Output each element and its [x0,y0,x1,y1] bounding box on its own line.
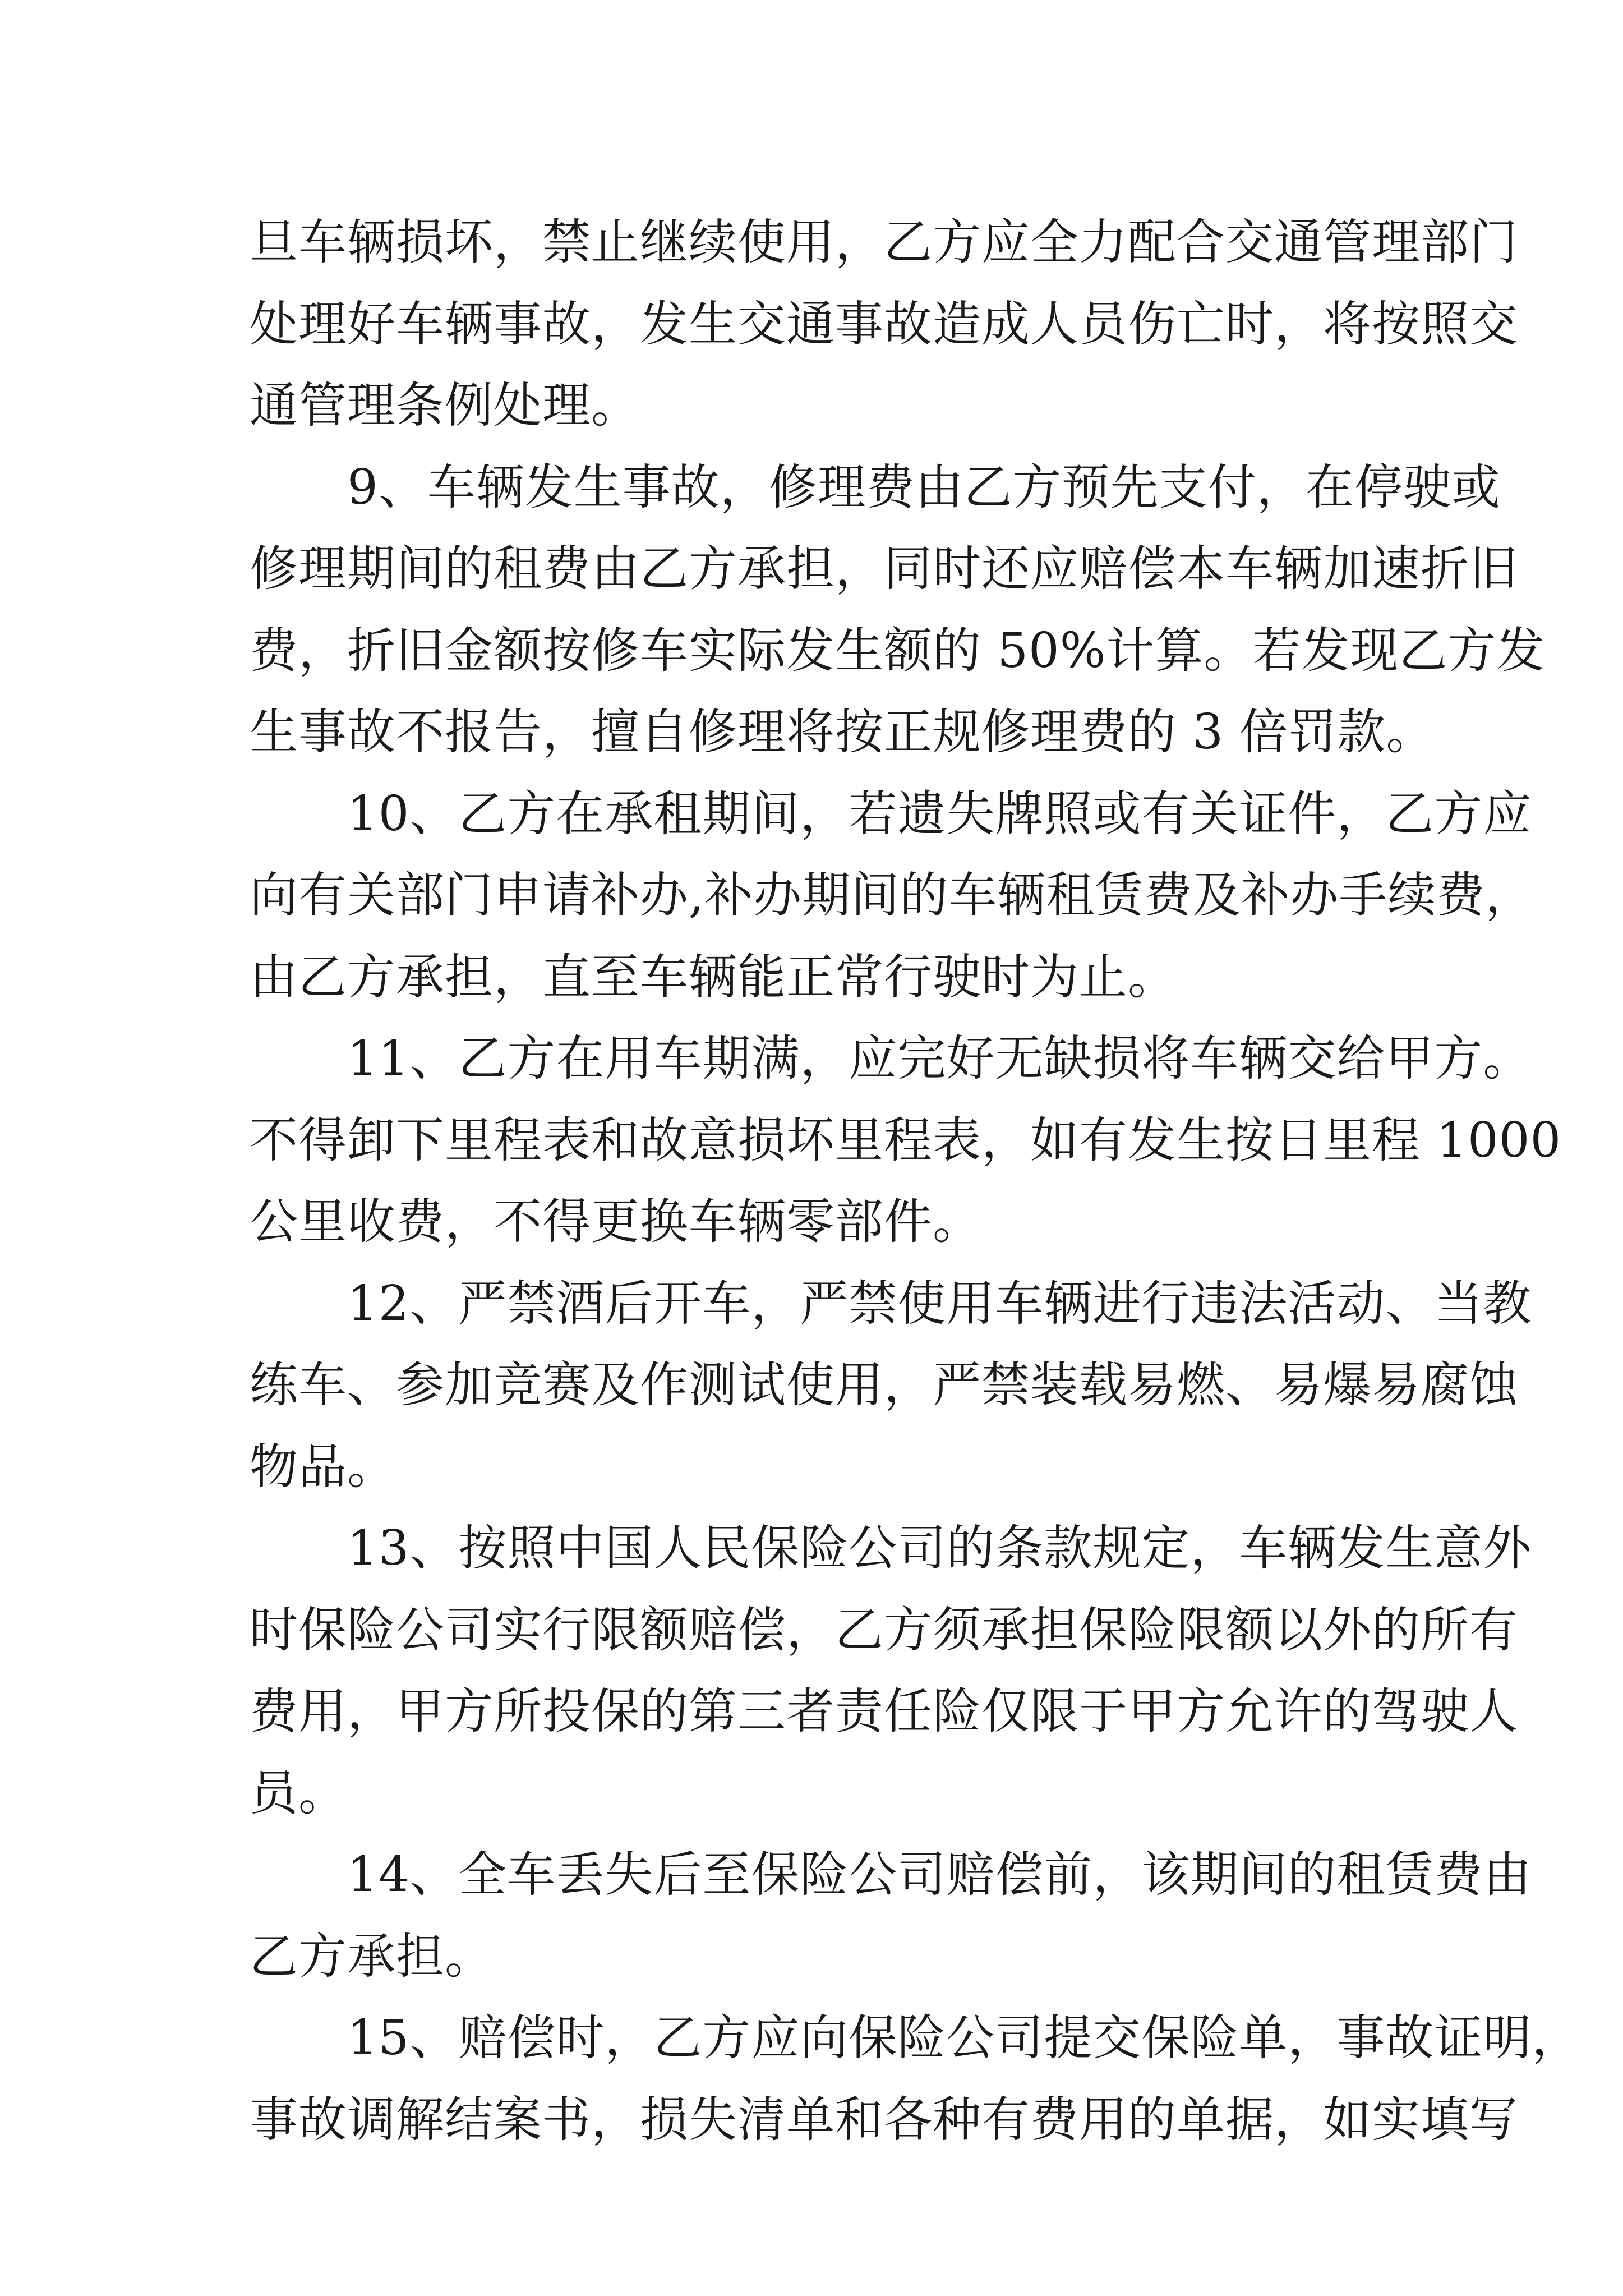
paragraph [250,1834,1532,1998]
text-line: 向有关部门申请补办,补办期间的车辆租赁费及补办手续费， [250,867,1534,923]
text-line: 公里收费，不得更换车辆零部件。 [250,1194,981,1250]
text-line: 14、全车丢失后至保险公司赔偿前，该期间的租赁费由 [250,1847,1532,1903]
paragraph [250,202,1518,447]
text-line: 10、乙方在承租期间，若遗失牌照或有关证件，乙方应 [250,785,1532,842]
text-line: 事故调解结案书，损失清单和各种有费用的单据，如实填写 [250,2091,1518,2148]
paragraph [250,1263,1532,1508]
text-line: 练车、参加竞赛及作测试使用，严禁装载易燃、易爆易腐蚀 [250,1357,1518,1413]
text-line: 时保险公司实行限额赔偿，乙方须承担保险限额以外的所有 [250,1602,1518,1658]
text-line: 旦车辆损坏，禁止继续使用，乙方应全力配合交通管理部门 [250,214,1518,270]
text-line: 15、赔偿时，乙方应向保险公司提交保险单，事故证明， [250,2010,1581,2066]
text-line: 通管理条例处理。 [250,378,640,434]
paragraph [250,1998,1581,2161]
text-line: 员。 [250,1765,347,1821]
text-line: 由乙方承担，直至车辆能正常行驶时为止。 [250,949,1177,1005]
text-line: 不得卸下里程表和故意损坏里程表，如有发生按日里程 1000 [250,1112,1562,1168]
text-line: 处理好车辆事故，发生交通事故造成人员伤亡时，将按照交 [250,296,1518,352]
text-line: 乙方承担。 [250,1928,494,1985]
text-line: 修理期间的租费由乙方承担，同时还应赔偿本车辆加速折旧 [250,541,1518,597]
text-line: 12、严禁酒后开车，严禁使用车辆进行违法活动、当教 [250,1275,1532,1332]
text-line: 费用，甲方所投保的第三者责任险仅限于甲方允许的驾驶人 [250,1683,1518,1740]
paragraph [250,447,1546,774]
text-line: 生事故不报告，擅自修理将按正规修理费的 3 倍罚款。 [250,704,1435,760]
text-line: 11、乙方在用车期满，应完好无缺损将车辆交给甲方。 [250,1030,1532,1087]
text-line: 13、按照中国人民保险公司的条款规定，车辆发生意外 [250,1520,1532,1576]
text-line: 费，折旧金额按修车实际发生额的 50%计算。若发现乙方发 [250,622,1546,679]
document-body [250,202,1581,2161]
paragraph [250,1018,1562,1263]
text-line: 9、车辆发生事故，修理费由乙方预先支付，在停驶或 [250,459,1501,516]
text-line: 物品。 [250,1438,396,1495]
paragraph [250,774,1534,1019]
paragraph [250,1508,1532,1834]
